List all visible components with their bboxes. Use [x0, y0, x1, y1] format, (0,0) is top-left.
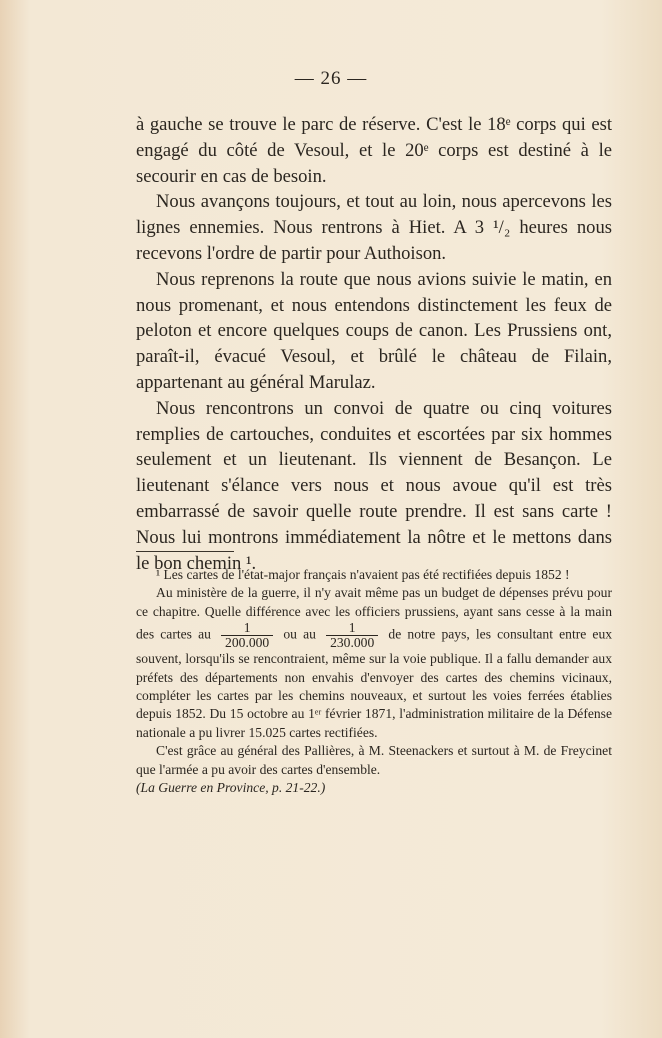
footnotes — [136, 566, 612, 797]
footnote-paragraph: ¹ Les cartes de l'état-major français n'avaient pas été rectifiées depuis 1852 ! — [156, 567, 570, 582]
fraction-denominator: 200.000 — [225, 635, 270, 651]
page-number: — 26 — — [294, 68, 368, 89]
footnote-text: ou au — [283, 626, 316, 642]
fraction-numerator: 1 — [326, 621, 378, 636]
fraction — [221, 621, 273, 650]
paragraph: Nous reprenons la route que nous avions suivie le matin, en nous promenant, et nous entendons distinctement les feux de peloton et encore quelques coups de canon. Les Prussiens ont, paraît-il, évacué Vesoul, et brûlé le château de Filain, appartenant au général Marulaz. — [136, 268, 612, 393]
footnote-source: (La Guerre en Province, p. 21-22.) — [136, 780, 326, 796]
footnote-text: notre pays, les consultant entre eux souvent, lorsqu'ils se rencontraient, même sur la voie publique. Il a fallu demander aux préfets des départements non envahis d'envoyer des cartes des chemins vicinaux, compléter les cartes par les chemins nouveaux, et surtout les voies ferrées établies depuis 1852. Du 15 octobre au 1ᵉʳ février 1871, l'administration militaire de la Défense nationale a pu livrer 15.025 cartes rectifiées. — [136, 626, 613, 740]
footnote-text: Au ministère de la guerre, il n'y avait même pas un budget de dépenses prévu pour ce chapitre. Quelle différence avec les officiers prussiens, ayant sans cesse à la main des cartes au — [136, 585, 612, 642]
main-text — [136, 112, 612, 576]
footnote-paragraph: C'est grâce au général des Pallières, à M. Steenackers et surtout à M. de Freycinet que l'armée a pu avoir des cartes d'ensemble. — [136, 743, 612, 777]
paragraph: Nous avançons toujours, et tout au loin, nous apercevons les lignes ennemies. Nous rentrons à Hiet. A 3 ¹/₂ heures nous recevons l'ordre de partir pour Authoison. — [136, 191, 612, 264]
fraction — [326, 621, 378, 650]
fraction-denominator: 230.000 — [330, 635, 375, 651]
footnote-divider — [136, 551, 234, 552]
paragraph: Nous rencontrons un convoi de quatre ou cinq voitures remplies de cartouches, conduites et escortées par six hommes seulement et un lieutenant. Ils viennent de Besançon. Le lieutenant s'élance vers nous et nous avoue qu'il est très embarrassé de savoir quelle route prendre. Il est sans carte ! Nous lui montrons immédiatement la nôtre et le mettons dans le bon chemin ¹. — [136, 397, 612, 574]
footnote-text: de — [388, 626, 402, 642]
footnote-paragraph — [136, 584, 612, 742]
fraction-numerator: 1 — [221, 621, 273, 636]
paragraph: à gauche se trouve le parc de réserve. C'est le 18ᵉ corps qui est engagé du côté de Vesoul, et le 20ᵉ corps est destiné à le secourir en cas de besoin. — [136, 114, 612, 187]
